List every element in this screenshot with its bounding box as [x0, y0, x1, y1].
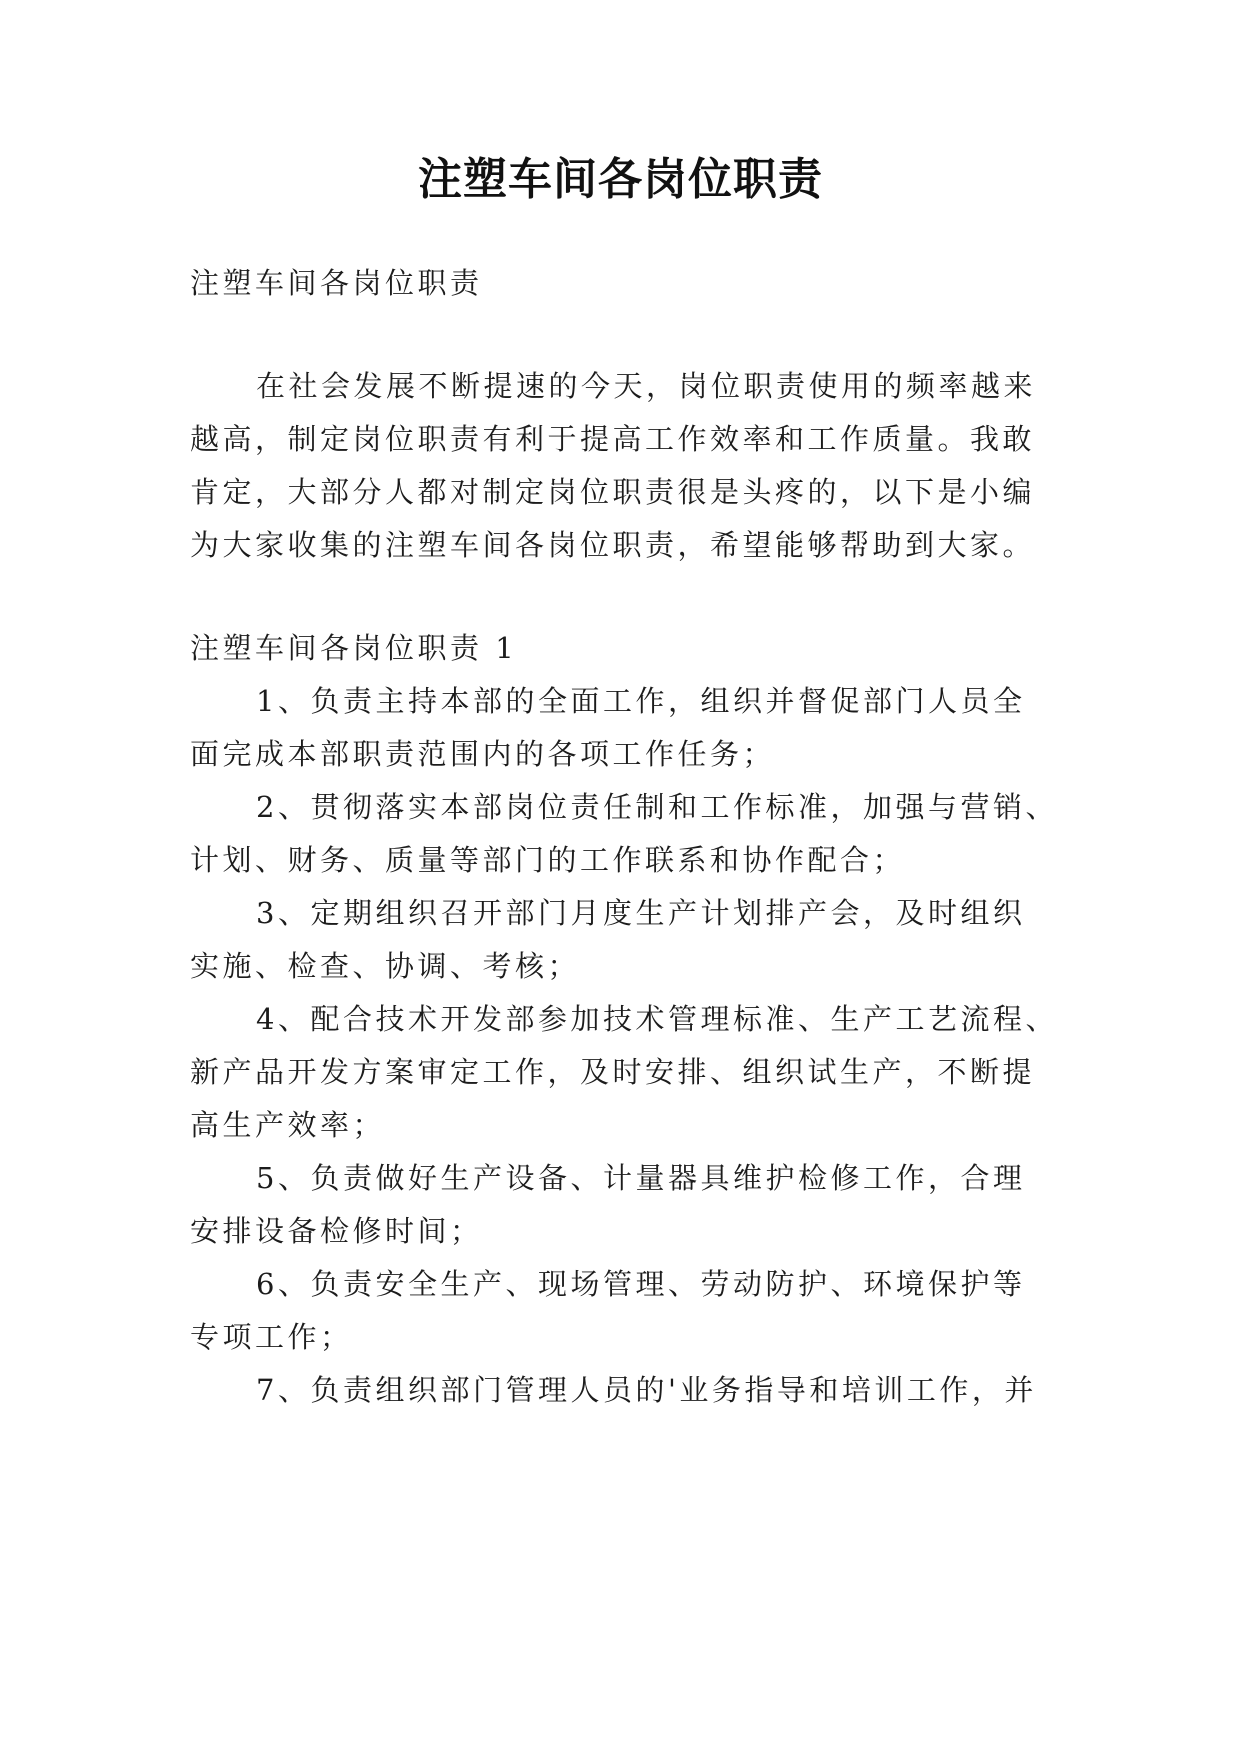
- list-item-line: 专项工作；: [190, 1320, 353, 1354]
- list-item-line: 2、贯彻落实本部岗位责任制和工作标准，加强与营销、: [256, 790, 1058, 824]
- list-item-line: 实施、检查、协调、考核；: [190, 949, 581, 983]
- list-item-line: 新产品开发方案审定工作，及时安排、组织试生产，不断提: [190, 1055, 1036, 1089]
- list-item-line: 3、定期组织召开部门月度生产计划排产会，及时组织: [256, 896, 1026, 930]
- document-subtitle: 注塑车间各岗位职责: [190, 266, 483, 300]
- list-item-line: 计划、财务、质量等部门的工作联系和协作配合；: [190, 843, 906, 877]
- section-heading: 注塑车间各岗位职责 1: [190, 631, 518, 665]
- list-item-line: 面完成本部职责范围内的各项工作任务；: [190, 737, 776, 771]
- intro-line: 在社会发展不断提速的今天，岗位职责使用的频率越来: [256, 369, 1037, 403]
- document-title: 注塑车间各岗位职责: [418, 154, 823, 205]
- list-item-line: 5、负责做好生产设备、计量器具维护检修工作，合理: [256, 1161, 1026, 1195]
- intro-line: 为大家收集的注塑车间各岗位职责，希望能够帮助到大家。: [190, 528, 1036, 562]
- intro-line: 肯定，大部分人都对制定岗位职责很是头疼的，以下是小编: [190, 475, 1036, 509]
- list-item-line: 高生产效率；: [190, 1108, 386, 1142]
- list-item-line: 1、负责主持本部的全面工作，组织并督促部门人员全: [256, 684, 1026, 718]
- list-item-line: 安排设备检修时间；: [190, 1214, 483, 1248]
- list-item-line: 7、负责组织部门管理人员的'业务指导和培训工作，并: [256, 1373, 1037, 1407]
- intro-line: 越高，制定岗位职责有利于提高工作效率和工作质量。我敢: [190, 422, 1036, 456]
- list-item-line: 6、负责安全生产、现场管理、劳动防护、环境保护等: [256, 1267, 1026, 1301]
- list-item-line: 4、配合技术开发部参加技术管理标准、生产工艺流程、: [256, 1002, 1058, 1036]
